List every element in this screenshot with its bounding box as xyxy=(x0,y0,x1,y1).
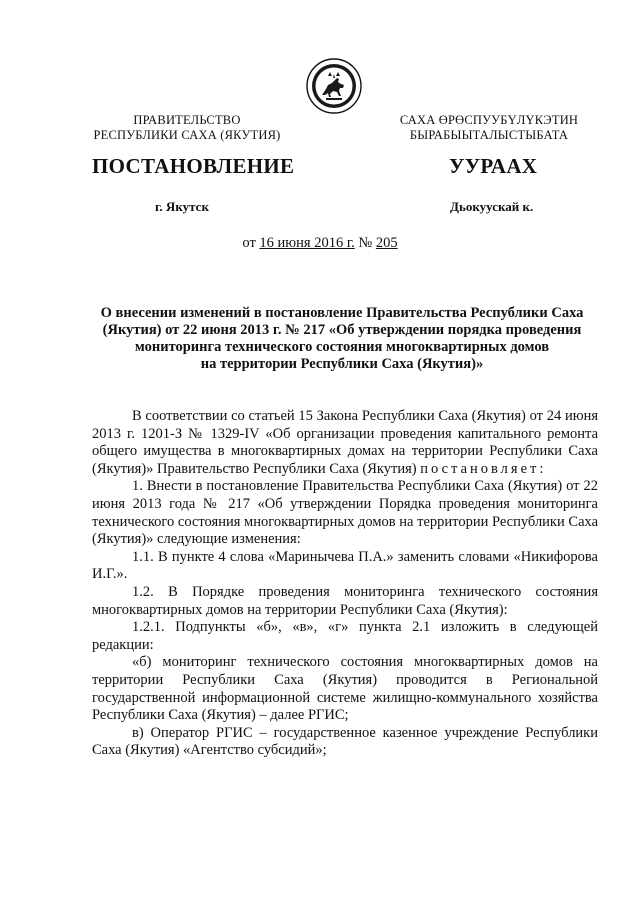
issuer-name-russian xyxy=(82,113,292,143)
decree-date: 16 июня 2016 г. xyxy=(259,235,355,251)
city-sakha: Дьокуускай к. xyxy=(450,199,534,214)
issuer-line-2: РЕСПУБЛИКИ САХА (ЯКУТИЯ) xyxy=(93,128,281,142)
issuer-sakha-line-2: БЫРАБЫЫТАЛЫСТЫБАТА xyxy=(409,128,569,142)
decree-word: постановляет: xyxy=(420,460,547,477)
title-line-1: О внесении изменений в постановление Правительства Республики Саха xyxy=(100,305,584,321)
title-line-4: на территории Республики Саха (Якутия)» xyxy=(200,356,484,372)
doc-type-sakha: УУРААХ xyxy=(449,154,538,178)
issuer-sakha-line-1: САХА ӨРӨСПУУБҮЛҮКЭТИН xyxy=(399,113,579,127)
decree-body xyxy=(92,408,598,760)
item-1-1-paragraph: 1.1. В пункте 4 слова «Маринычева П.А.» заменить словами «Никифорова И.Г.». xyxy=(92,548,598,583)
subitem-v-paragraph: в) Оператор РГИС – государственное казенное учреждение Республики Саха (Якутия) «Агентство субсидий»; xyxy=(92,724,598,759)
title-line-2: (Якутия) от 22 июня 2013 г. № 217 «Об утверждении порядка проведения xyxy=(102,322,582,338)
item-1-paragraph: 1. Внести в постановление Правительства Республики Саха (Якутия) от 22 июня 2013 года № 217 «Об утверждении Порядка проведения мониторинга технического состояния многоквартирных домов на территории Республики Саха (Якутия)» следующие изменения: xyxy=(92,478,598,548)
decree-title xyxy=(82,305,602,373)
decree-number: 205 xyxy=(375,235,398,251)
doc-type-russian: ПОСТАНОВЛЕНИЕ xyxy=(92,154,295,178)
decree-date-number xyxy=(0,235,640,252)
subitem-b-paragraph: «б) мониторинг технического состояния многоквартирных домов на территории Республики Саха (Якутия) проводится в Региональной государственной информационной системе жилищно-коммунального хозяйства Республики Саха (Якутия) – далее РГИС; xyxy=(92,654,598,724)
title-line-3: мониторинга технического состояния многоквартирных домов xyxy=(134,339,550,355)
preamble-text: В соответствии со статьей 15 Закона Республики Саха (Якутия) от 24 июня 2013 г. 1201-З № 1329-IV «Об организации проведения капитального ремонта общего имущества в многоквартирных домах на территории Республики Саха (Якутия)» Правительство Республики Саха (Якутия) xyxy=(92,408,598,477)
state-emblem-icon xyxy=(306,58,362,114)
date-prefix: от xyxy=(242,235,260,251)
issuer-name-sakha xyxy=(376,113,602,143)
city-russian: г. Якутск xyxy=(155,199,209,214)
number-sign: № xyxy=(354,235,376,251)
item-1-2-paragraph: 1.2. В Порядке проведения мониторинга технического состояния многоквартирных домов на территории Республики Саха (Якутия): xyxy=(92,583,598,618)
issuer-line-1: ПРАВИТЕЛЬСТВО xyxy=(133,113,241,127)
item-1-2-1-paragraph: 1.2.1. Подпункты «б», «в», «г» пункта 2.1 изложить в следующей редакции: xyxy=(92,619,598,653)
preamble-paragraph xyxy=(92,408,598,478)
